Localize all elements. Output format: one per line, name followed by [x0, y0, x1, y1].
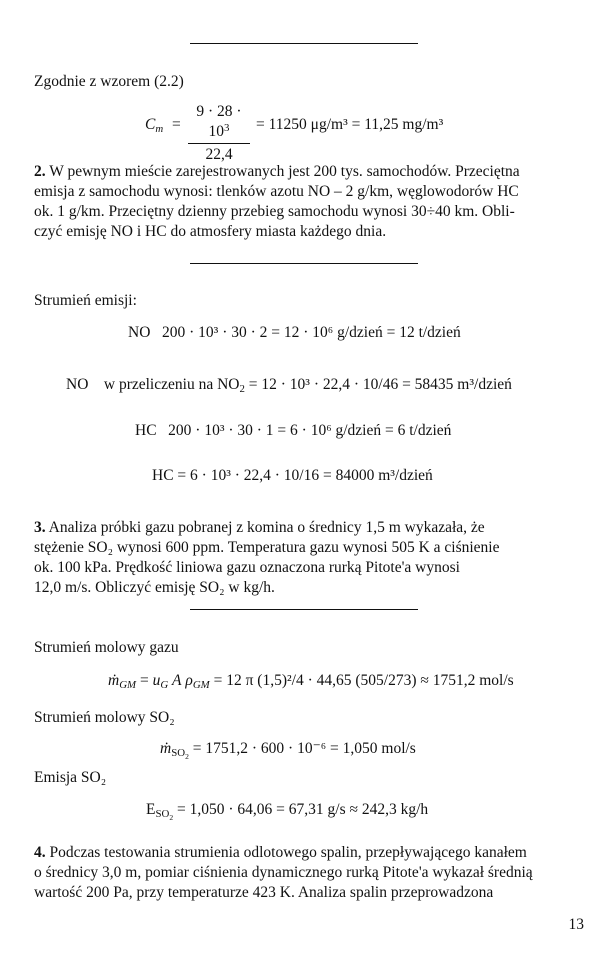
emission-equation: $E_{SO_2} = 1,050 \cdot 64,06 = 67,31$ g/s ≈ 242,3 kg/h — [146, 801, 429, 822]
molar-gas-label: Strumień molowy gazu — [34, 639, 179, 656]
intro-line: Zgodnie z wzorem (2.2) — [34, 73, 184, 90]
eq1-result: = 11250 μg/m³ = 11,25 mg/m³ — [256, 116, 444, 133]
page-number: 13 — [568, 916, 584, 933]
eq1-fraction: $9 \cdot 28 \cdot 10^3$ 22,4 — [188, 102, 250, 165]
molar-gas-equation: ṁ$_{GM}$ = $u_G$ A $\rho_{GM} = 12$ π (1,5)²/4 · 44,65 (505/273) ≈ 1751,2 mol/s — [108, 672, 514, 691]
hc-equation: HC 200 · 10³ · 30 · 1 = 6 · 10⁶ g/dzień = 6 t/dzień — [135, 422, 452, 439]
separator-rule-top — [190, 43, 418, 44]
no-equation: NO 200 · 10³ · 30 · 2 = 12 · 10⁶ g/dzień = 12 t/dzień — [128, 324, 461, 341]
emission-label: Emisja SO₂ — [34, 769, 107, 786]
molar-so2-equation: ṁ$_{SO_2}$ = 1751,2 · 600 · 10⁻⁶ = 1,050 mol/s — [160, 740, 416, 761]
no-conversion: NO w przeliczeniu na $NO_2 = 12 \cdot 10^3 \cdot 22,4 \cdot 10/46 = 58435$ m³/dzień — [66, 376, 512, 395]
eq1-lhs: $C_m$ — [145, 116, 164, 135]
problem-2: 2. W pewnym mieście zarejestrowanych jest 200 tys. samochodów. Przeciętna emisja z samochodu wynosi: tlenków azotu NO – 2 g/km, węglowodorów HC ok. 1 g/km. Przeciętny dzienny przebieg samochodu wynosi 30÷40 km. Obli- czyć emisję NO i HC do atmosfery miasta każdego dnia. — [34, 163, 520, 240]
molar-so2-label: Strumień molowy SO₂ — [34, 709, 175, 726]
stream-label: Strumień emisji: — [34, 292, 137, 309]
eq1-equals: = — [172, 116, 181, 133]
separator-rule-2 — [190, 263, 418, 264]
problem-4: 4. Podczas testowania strumienia odlotowego spalin, przepływającego kanałem o średnicy 3,0 m, pomiar ciśnienia dynamicznego rurką Pitote'a wykazał średnią wartość 200 Pa, przy temperaturze 423 K. Analiza spalin przeprowadzona — [34, 844, 533, 901]
problem-3: 3. Analiza próbki gazu pobranej z komina o średnicy 1,5 m wykazała, że stężenie SO₂ wynosi 600 ppm. Temperatura gazu wynosi 505 K a ciśnienie ok. 100 kPa. Prędkość liniowa gazu oznaczona rurką Pitote'a wynosi 12,0 m/s. Obliczyć emisję SO₂ w kg/h. — [34, 519, 500, 596]
eq1-denominator: 22,4 — [205, 146, 233, 163]
hc-conversion: HC = 6 · 10³ · 22,4 · 10/16 = 84000 m³/dzień — [152, 467, 433, 484]
separator-rule-3 — [190, 609, 418, 610]
